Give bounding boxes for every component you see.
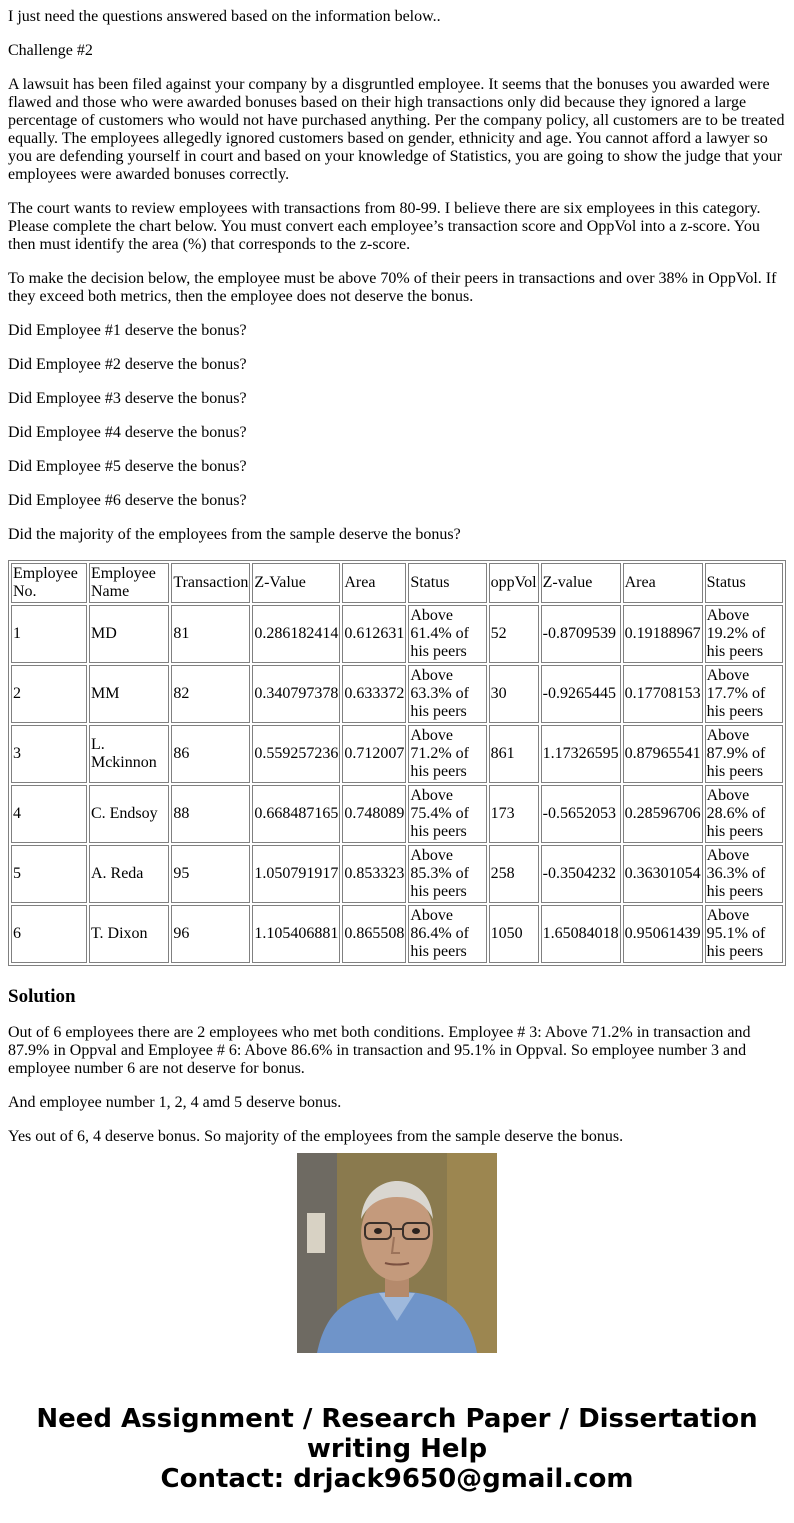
question-1: Did Employee #1 deserve the bonus?: [8, 322, 247, 339]
cell-oppvol-z: -0.5652053: [541, 785, 621, 843]
cell-transaction-status: Above 86.4% of his peers: [408, 905, 486, 963]
cell-transaction-area: 0.633372: [342, 665, 406, 723]
cell-transaction-area: 0.712007: [342, 725, 406, 783]
intro-text: I just need the questions answered based on the information below..: [8, 8, 441, 25]
cell-transaction-area: 0.865508: [342, 905, 406, 963]
solution-paragraph-1: Out of 6 employees there are 2 employees who met both conditions. Employee # 3: Above 71.2% in transaction and 87.9% in Oppval and Employee # 6: Above 86.6% in transaction and 95.1% in Oppval. So employee number 3 and employee number 6 are not deserve for bonus.: [8, 1024, 751, 1077]
cell-transaction: 81: [171, 605, 250, 663]
header-transaction-z-value: Z-Value: [252, 563, 340, 603]
cell-employee-name: A. Reda: [89, 845, 169, 903]
cell-oppvol-area: 0.87965541: [623, 725, 703, 783]
cell-transaction-status: Above 63.3% of his peers: [408, 665, 486, 723]
cell-oppvol-z: -0.9265445: [541, 665, 621, 723]
cell-oppvol-z: -0.3504232: [541, 845, 621, 903]
cell-oppvol-area: 0.17708153: [623, 665, 703, 723]
header-oppvol: oppVol: [489, 563, 539, 603]
cell-employee-name: L. Mckinnon: [89, 725, 169, 783]
cell-oppvol-area: 0.36301054: [623, 845, 703, 903]
decision-paragraph: To make the decision below, the employee must be above 70% of their peers in transactions and over 38% in OppVol. If they exceed both metrics, then the employee does not deserve the bonus.: [8, 270, 777, 305]
cell-oppvol-status: Above 36.3% of his peers: [705, 845, 783, 903]
employee-table: [8, 560, 786, 966]
cell-transaction-status: Above 71.2% of his peers: [408, 725, 486, 783]
cell-employee-name: T. Dixon: [89, 905, 169, 963]
court-paragraph: The court wants to review employees with transactions from 80-99. I believe there are six employees in this category. Please complete the chart below. You must convert each employee’s transaction score and OppVol into a z-score. You then must identify the area (%) that corresponds to the z-score.: [8, 200, 761, 253]
cell-employee-name: MD: [89, 605, 169, 663]
document-content: [8, 0, 786, 1145]
cell-employee-no: 3: [11, 725, 87, 783]
cell-oppvol: 861: [489, 725, 539, 783]
solution-heading: Solution: [8, 986, 76, 1007]
table-header-row: [11, 563, 783, 603]
cell-transaction-status: Above 75.4% of his peers: [408, 785, 486, 843]
cell-transaction: 82: [171, 665, 250, 723]
promo-banner: [0, 1404, 794, 1494]
cell-oppvol-z: 1.65084018: [541, 905, 621, 963]
header-oppvol-status: Status: [705, 563, 783, 603]
cell-transaction-z: 1.105406881: [252, 905, 340, 963]
question-4: Did Employee #4 deserve the bonus?: [8, 424, 247, 441]
question-3: Did Employee #3 deserve the bonus?: [8, 390, 247, 407]
cell-employee-no: 1: [11, 605, 87, 663]
cell-oppvol: 258: [489, 845, 539, 903]
header-oppvol-area: Area: [623, 563, 703, 603]
table-row: [11, 845, 783, 903]
cell-transaction-z: 0.340797378: [252, 665, 340, 723]
table-row: [11, 785, 783, 843]
cell-oppvol-status: Above 17.7% of his peers: [705, 665, 783, 723]
table-row: [11, 725, 783, 783]
header-transaction-status: Status: [408, 563, 486, 603]
promo-line-1: Need Assignment / Research Paper / Dissertation: [36, 1404, 758, 1434]
question-5: Did Employee #5 deserve the bonus?: [8, 458, 247, 475]
cell-oppvol: 173: [489, 785, 539, 843]
cell-transaction: 88: [171, 785, 250, 843]
header-employee-name: Employee Name: [89, 563, 169, 603]
cell-transaction-z: 0.559257236: [252, 725, 340, 783]
cell-employee-name: C. Endsoy: [89, 785, 169, 843]
header-employee-no: Employee No.: [11, 563, 87, 603]
table-row: [11, 665, 783, 723]
promo-contact: Contact: drjack9650@gmail.com: [160, 1464, 634, 1494]
cell-transaction: 96: [171, 905, 250, 963]
header-transaction-area: Area: [342, 563, 406, 603]
cell-transaction-area: 0.612631: [342, 605, 406, 663]
cell-transaction-z: 1.050791917: [252, 845, 340, 903]
cell-oppvol-status: Above 28.6% of his peers: [705, 785, 783, 843]
challenge-title: Challenge #2: [8, 42, 93, 59]
cell-transaction-area: 0.748089: [342, 785, 406, 843]
cell-transaction-status: Above 61.4% of his peers: [408, 605, 486, 663]
promo-line-2: writing Help: [306, 1434, 488, 1464]
lawsuit-paragraph: A lawsuit has been filed against your company by a disgruntled employee. It seems that the bonuses you awarded were flawed and those who were awarded bonuses based on their high transactions only did because they ignored a large percentage of customers who would not have purchased anything. Per the company policy, all customers are to be treated equally. The employees allegedly ignored customers based on gender, ethnicity and age. You cannot afford a lawyer so you are defending yourself in court and based on your knowledge of Statistics, you are going to show the judge that your employees were awarded bonuses correctly.: [8, 76, 785, 183]
cell-oppvol-z: 1.17326595: [541, 725, 621, 783]
cell-oppvol: 52: [489, 605, 539, 663]
table-row: [11, 605, 783, 663]
cell-oppvol: 1050: [489, 905, 539, 963]
question-majority: Did the majority of the employees from the sample deserve the bonus?: [8, 526, 461, 543]
cell-oppvol-z: -0.8709539: [541, 605, 621, 663]
solution-paragraph-3: Yes out of 6, 4 deserve bonus. So majority of the employees from the sample deserve the bonus.: [8, 1128, 624, 1145]
cell-employee-no: 6: [11, 905, 87, 963]
cell-oppvol-area: 0.95061439: [623, 905, 703, 963]
cell-oppvol-status: Above 87.9% of his peers: [705, 725, 783, 783]
cell-oppvol: 30: [489, 665, 539, 723]
avatar-portrait: [297, 1153, 497, 1353]
cell-oppvol-status: Above 19.2% of his peers: [705, 605, 783, 663]
avatar: [297, 1153, 497, 1353]
cell-transaction: 86: [171, 725, 250, 783]
cell-transaction-z: 0.286182414: [252, 605, 340, 663]
cell-oppvol-area: 0.19188967: [623, 605, 703, 663]
cell-employee-name: MM: [89, 665, 169, 723]
question-6: Did Employee #6 deserve the bonus?: [8, 492, 247, 509]
cell-employee-no: 2: [11, 665, 87, 723]
cell-transaction: 95: [171, 845, 250, 903]
cell-transaction-area: 0.853323: [342, 845, 406, 903]
header-oppvol-z-value: Z-value: [541, 563, 621, 603]
header-transaction: Transaction: [171, 563, 250, 603]
cell-oppvol-area: 0.28596706: [623, 785, 703, 843]
cell-employee-no: 4: [11, 785, 87, 843]
cell-employee-no: 5: [11, 845, 87, 903]
cell-transaction-status: Above 85.3% of his peers: [408, 845, 486, 903]
table-row: [11, 905, 783, 963]
question-2: Did Employee #2 deserve the bonus?: [8, 356, 247, 373]
cell-oppvol-status: Above 95.1% of his peers: [705, 905, 783, 963]
solution-paragraph-2: And employee number 1, 2, 4 amd 5 deserve bonus.: [8, 1094, 342, 1111]
cell-transaction-z: 0.668487165: [252, 785, 340, 843]
